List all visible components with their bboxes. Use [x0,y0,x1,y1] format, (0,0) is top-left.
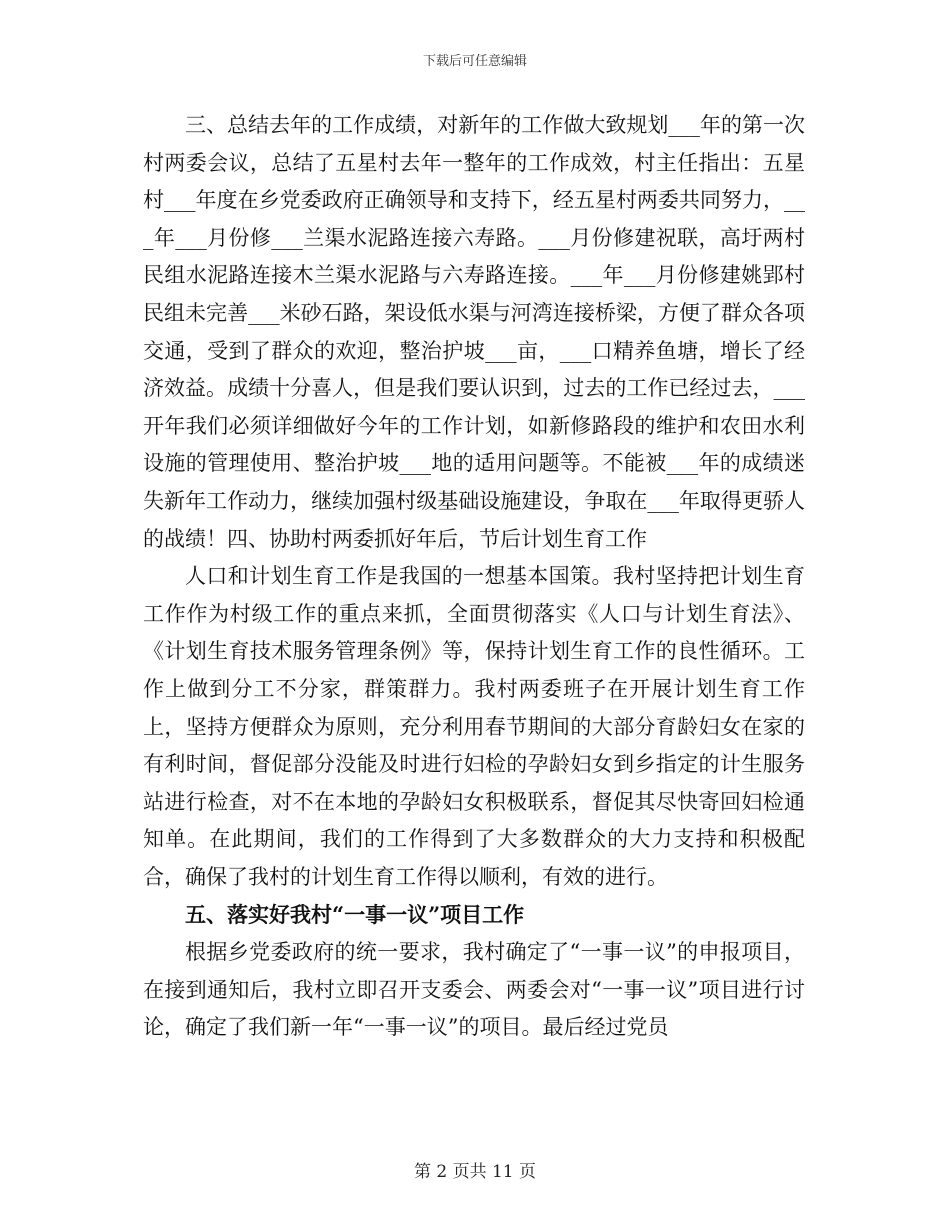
page-footer: 第 2 页共 11 页 [413,1162,537,1182]
document-body [143,107,805,1047]
section-heading: 五、落实好我村“一事一议”项目工作 [185,902,525,928]
paragraph-achievements: 三、总结去年的工作成绩，对新年的工作做大致规划___年的第一次村两委会议，总结了五星村去年一整年的工作成效，村主任指出：五星村___年度在乡党委政府正确领导和支持下，经五星村两委共同努力，___年___月份修___兰渠水泥路连接六寿路。___月份修建祝联，高圩两村民组水泥路连接木兰渠水泥路与六寿路连接。___年___月份修建姚郢村民组未完善___米砂石路，架设低水渠与河湾连接桥梁，方便了群众各项交通，受到了群众的欢迎，整治护坡___亩，___口精养鱼塘，增长了经济效益。成绩十分喜人，但是我们要认识到，过去的工作已经过去，___开年我们必须详细做好今年的工作计划，如新修路段的维护和农田水利设施的管理使用、整治护坡___地的适用问题等。不能被___年的成绩迷失新年工作动力，继续加强村级基础设施建设，争取在___年取得更骄人的战绩！四、协助村两委抓好年后，节后计划生育工作 [143,113,805,551]
paragraph-family-planning: 人口和计划生育工作是我国的一想基本国策。我村坚持把计划生育工作作为村级工作的重点来抓，全面贯彻落实《人口与计划生育法》、《计划生育技术服务管理条例》等，保持计划生育工作的良性循环。工作上做到分工不分家，群策群力。我村两委班子在开展计划生育工作上，坚持方便群众为原则，充分利用春节期间的大部分育龄妇女在家的有利时间，督促部分没能及时进行妇检的孕龄妇女到乡指定的计生服务站进行检查，对不在本地的孕龄妇女积极联系，督促其尽快寄回妇检通知单。在此期间，我们的工作得到了大多数群众的大力支持和积极配合，确保了我村的计划生育工作得以顺利，有效的进行。 [143,564,805,889]
page-header: 下载后可任意编辑 [422,54,527,69]
paragraph-project-work: 根据乡党委政府的统一要求，我村确定了“一事一议”的申报项目，在接到通知后，我村立即召开支委会、两委会对“一事一议”项目进行讨论，确定了我们新一年“一事一议”的项目。最后经过党员 [143,940,805,1040]
